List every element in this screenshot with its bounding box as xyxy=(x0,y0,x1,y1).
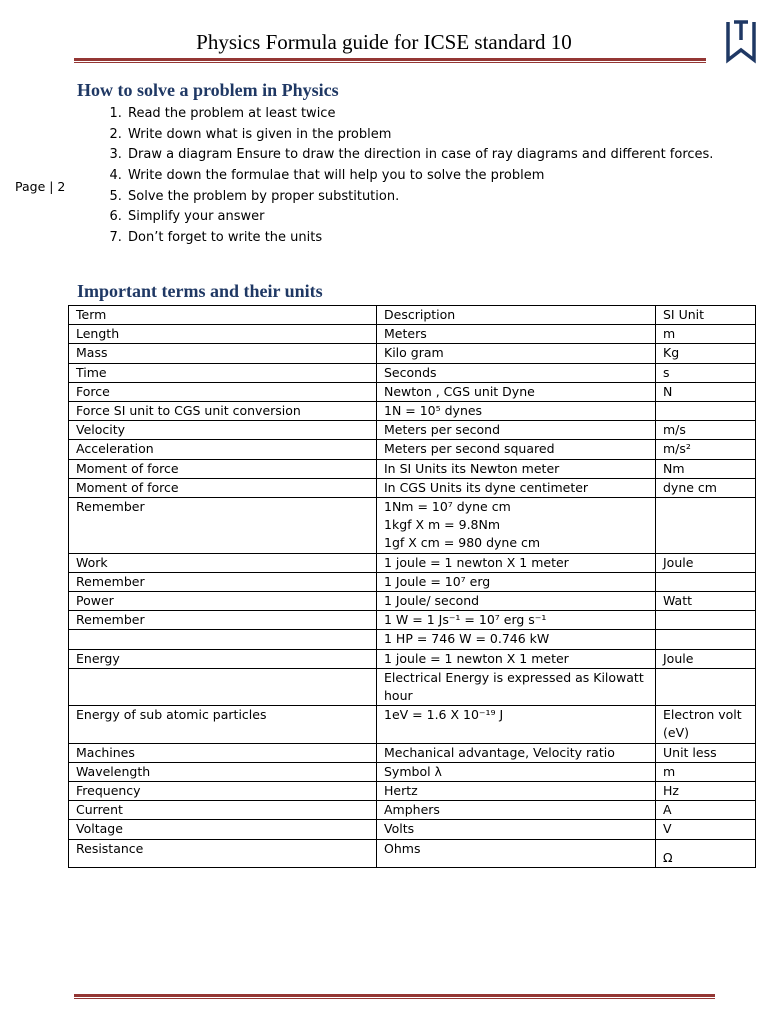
list-item: 3. Draw a diagram Ensure to draw the direction in case of ray diagrams and different forces. xyxy=(126,145,713,166)
term-cell: Remember xyxy=(69,611,377,630)
term-cell: Acceleration xyxy=(69,440,377,459)
term-cell: Energy of sub atomic particles xyxy=(69,706,377,743)
unit-cell: s xyxy=(656,363,756,382)
header-cell: SI Unit xyxy=(656,306,756,325)
section-heading-solve: How to solve a problem in Physics xyxy=(77,80,339,100)
unit-cell: Joule xyxy=(656,553,756,572)
description-cell: Meters xyxy=(377,325,656,344)
table-row xyxy=(69,421,756,440)
term-cell: Work xyxy=(69,553,377,572)
description-cell: 1eV = 1.6 X 10⁻¹⁹ J xyxy=(377,706,656,743)
term-cell: Machines xyxy=(69,743,377,762)
list-item: 2. Write down what is given in the problem xyxy=(126,125,713,146)
description-cell: 1Nm = 10⁷ dyne cm 1kgf X m = 9.8Nm 1gf X cm = 980 dyne cm xyxy=(377,498,656,554)
unit-cell: Joule xyxy=(656,649,756,668)
unit-cell: Watt xyxy=(656,592,756,611)
table-header-row xyxy=(69,306,756,325)
unit-cell: N xyxy=(656,382,756,401)
table-row xyxy=(69,611,756,630)
description-cell: 1 Joule/ second xyxy=(377,592,656,611)
table-row xyxy=(69,498,756,554)
description-cell: 1 joule = 1 newton X 1 meter xyxy=(377,649,656,668)
table-row xyxy=(69,363,756,382)
table-row xyxy=(69,402,756,421)
table-row xyxy=(69,839,756,867)
term-cell: Current xyxy=(69,801,377,820)
table-row xyxy=(69,762,756,781)
unit-cell: Unit less xyxy=(656,743,756,762)
unit-cell: A xyxy=(656,801,756,820)
unit-cell xyxy=(656,611,756,630)
term-cell: Voltage xyxy=(69,820,377,839)
table-row xyxy=(69,382,756,401)
term-cell: Time xyxy=(69,363,377,382)
term-cell: Force SI unit to CGS unit conversion xyxy=(69,402,377,421)
description-cell: In CGS Units its dyne centimeter xyxy=(377,478,656,497)
description-cell: 1 joule = 1 newton X 1 meter xyxy=(377,553,656,572)
table-row xyxy=(69,782,756,801)
bookmark-icon xyxy=(724,18,758,64)
header-cell: Description xyxy=(377,306,656,325)
term-cell: Moment of force xyxy=(69,459,377,478)
footer-rule-thin xyxy=(74,998,715,999)
header-cell: Term xyxy=(69,306,377,325)
table-row xyxy=(69,572,756,591)
unit-cell: V xyxy=(656,820,756,839)
term-cell: Energy xyxy=(69,649,377,668)
term-cell: Moment of force xyxy=(69,478,377,497)
list-item: 6. Simplify your answer xyxy=(126,207,713,228)
unit-cell: m/s² xyxy=(656,440,756,459)
unit-cell: dyne cm xyxy=(656,478,756,497)
term-cell: Mass xyxy=(69,344,377,363)
description-cell: In SI Units its Newton meter xyxy=(377,459,656,478)
unit-cell: Kg xyxy=(656,344,756,363)
term-cell: Force xyxy=(69,382,377,401)
term-cell xyxy=(69,630,377,649)
term-cell: Length xyxy=(69,325,377,344)
table-row xyxy=(69,820,756,839)
table-row xyxy=(69,706,756,743)
table-row xyxy=(69,478,756,497)
table-row xyxy=(69,459,756,478)
table-row xyxy=(69,649,756,668)
term-cell: Frequency xyxy=(69,782,377,801)
steps-list xyxy=(100,104,713,249)
description-cell: Hertz xyxy=(377,782,656,801)
list-item: 4. Write down the formulae that will help you to solve the problem xyxy=(126,166,713,187)
unit-cell: Hz xyxy=(656,782,756,801)
description-cell: 1 HP = 746 W = 0.746 kW xyxy=(377,630,656,649)
term-cell: Wavelength xyxy=(69,762,377,781)
list-item: 5. Solve the problem by proper substitution. xyxy=(126,187,713,208)
term-cell: Power xyxy=(69,592,377,611)
description-cell: Electrical Energy is expressed as Kilowatt hour xyxy=(377,668,656,705)
unit-cell: m/s xyxy=(656,421,756,440)
description-cell: Seconds xyxy=(377,363,656,382)
list-item: 7. Don’t forget to write the units xyxy=(126,228,713,249)
description-cell: Kilo gram xyxy=(377,344,656,363)
page-number: Page | 2 xyxy=(15,179,66,194)
description-cell: Symbol λ xyxy=(377,762,656,781)
description-cell: 1 Joule = 10⁷ erg xyxy=(377,572,656,591)
unit-cell: m xyxy=(656,325,756,344)
description-cell: Amphers xyxy=(377,801,656,820)
table-row xyxy=(69,325,756,344)
unit-cell: Nm xyxy=(656,459,756,478)
table-row xyxy=(69,743,756,762)
table-row xyxy=(69,592,756,611)
description-cell: Newton , CGS unit Dyne xyxy=(377,382,656,401)
table-row xyxy=(69,440,756,459)
term-cell: Remember xyxy=(69,572,377,591)
description-cell: Volts xyxy=(377,820,656,839)
table-row xyxy=(69,668,756,705)
table-row xyxy=(69,801,756,820)
description-cell: Meters per second squared xyxy=(377,440,656,459)
header-rule xyxy=(74,58,706,61)
description-cell: 1N = 10⁵ dynes xyxy=(377,402,656,421)
description-cell: Meters per second xyxy=(377,421,656,440)
header-rule-thin xyxy=(74,62,706,63)
table-row xyxy=(69,344,756,363)
omega-symbol: Ω xyxy=(663,849,673,865)
description-cell: Ohms xyxy=(377,839,656,867)
description-cell: Mechanical advantage, Velocity ratio xyxy=(377,743,656,762)
term-cell: Velocity xyxy=(69,421,377,440)
terms-table xyxy=(68,305,756,868)
term-cell: Remember xyxy=(69,498,377,554)
term-cell: Resistance xyxy=(69,839,377,867)
document-title: Physics Formula guide for ICSE standard 10 xyxy=(196,30,572,54)
unit-cell xyxy=(656,498,756,554)
list-item: 1. Read the problem at least twice xyxy=(126,104,713,125)
description-cell: 1 W = 1 Js⁻¹ = 10⁷ erg s⁻¹ xyxy=(377,611,656,630)
table-row xyxy=(69,553,756,572)
footer-rule xyxy=(74,994,715,997)
unit-cell xyxy=(656,402,756,421)
unit-cell xyxy=(656,630,756,649)
unit-cell xyxy=(656,572,756,591)
table-row xyxy=(69,630,756,649)
unit-cell: m xyxy=(656,762,756,781)
unit-cell xyxy=(656,839,756,867)
section-heading-terms: Important terms and their units xyxy=(77,281,323,301)
term-cell xyxy=(69,668,377,705)
unit-cell xyxy=(656,668,756,705)
unit-cell: Electron volt (eV) xyxy=(656,706,756,743)
